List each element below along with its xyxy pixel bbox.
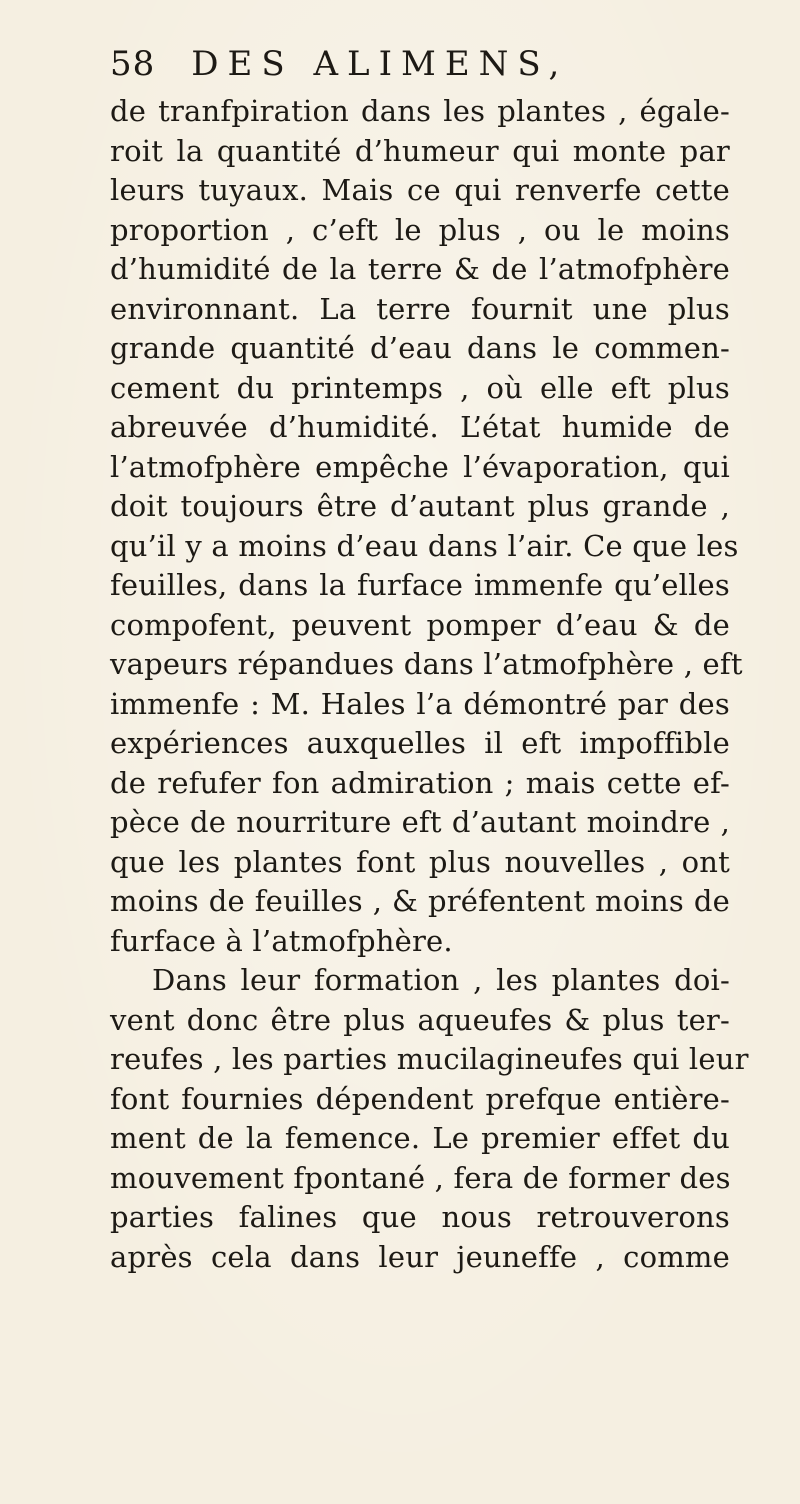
paragraph-2: [110, 961, 749, 1277]
text-line: immenfe : M. Hales l’a démontré par des: [110, 686, 730, 721]
text-line: proportion , c’eft le plus , ou le moins: [110, 212, 730, 247]
text-line: roit la quantité d’humeur qui monte par: [110, 133, 730, 168]
text-line: font fournies dépendent prefque entière-: [110, 1081, 730, 1116]
text-line: qu’il y a moins d’eau dans l’air. Ce que les: [110, 528, 739, 563]
text-line: feuilles, dans la furface immenfe qu’elles: [110, 568, 730, 602]
text-line: abreuvée d’humidité. L’état humide de: [110, 410, 730, 444]
text-line: cement du printemps , où elle eft plus: [110, 370, 730, 405]
body-text: [110, 92, 749, 1277]
text-line: après cela dans leur jeuneffe , comme: [110, 1239, 730, 1274]
text-line: mouvement fpontané , fera de former des: [110, 1160, 731, 1195]
text-line: d’humidité de la terre & de l’atmofphère: [110, 252, 730, 286]
text-line: que les plantes font plus nouvelles , ont: [110, 844, 730, 879]
text-line: ment de la femence. Le premier effet du: [110, 1121, 730, 1155]
text-line: compofent, peuvent pomper d’eau & de: [110, 607, 730, 642]
text-line: de refufer fon admiration ; mais cette ef-: [110, 765, 730, 800]
text-line: doit toujours être d’autant plus grande ,: [110, 489, 730, 523]
text-line: l’atmofphère empêche l’évaporation, qui: [110, 449, 730, 484]
text-line: furface à l’atmofphère.: [110, 923, 453, 958]
text-line: vent donc être plus aqueufes & plus ter-: [110, 1002, 730, 1037]
text-line: reufes , les parties mucilagineufes qui leur: [110, 1042, 749, 1076]
text-line: moins de feuilles , & préfentent moins de: [110, 884, 730, 918]
text-line: pèce de nourriture eft d’autant moindre ,: [110, 805, 730, 839]
text-line: expériences auxquelles il eft impoffible: [110, 726, 730, 760]
text-line: leurs tuyaux. Mais ce qui renverfe cette: [110, 173, 730, 207]
page-number: 58: [110, 44, 156, 84]
text-line: vapeurs répandues dans l’atmofphère , eft: [110, 647, 743, 681]
text-line: parties falines que nous retrouverons: [110, 1200, 730, 1234]
text-line: grande quantité d’eau dans le commen-: [110, 331, 730, 365]
paragraph-1: [110, 92, 743, 961]
text-line: Dans leur formation , les plantes doi-: [152, 963, 730, 997]
text-line: de tranfpiration dans les plantes , égale-: [110, 94, 730, 128]
text-line: environnant. La terre fournit une plus: [110, 291, 730, 326]
running-title: DES ALIMENS,: [191, 44, 569, 84]
